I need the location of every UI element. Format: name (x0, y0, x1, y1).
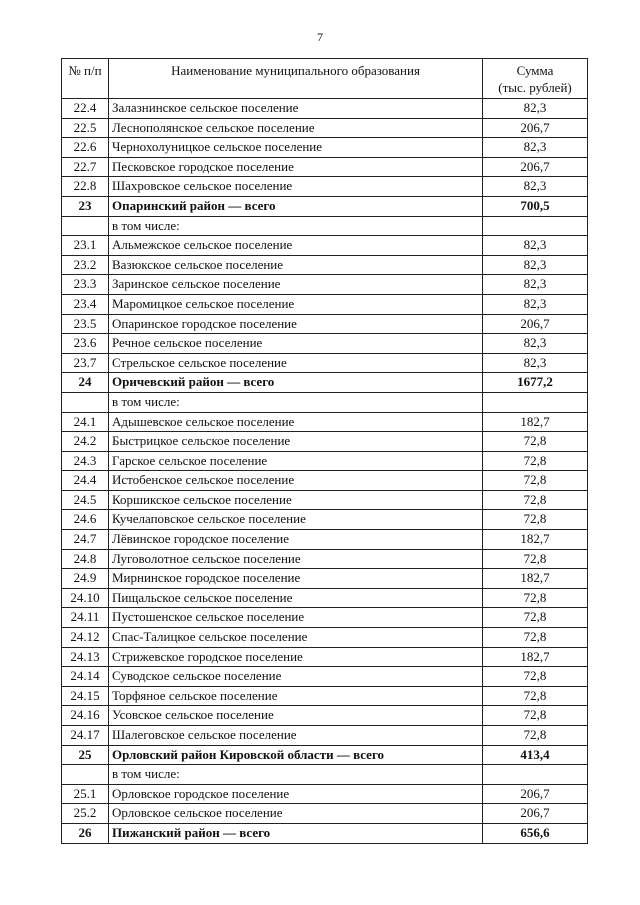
cell-sum: 72,8 (483, 510, 588, 530)
cell-name: Шалеговское сельское поселение (109, 726, 483, 746)
table-row (62, 255, 588, 275)
table-row (62, 804, 588, 824)
cell-num: 23.7 (62, 353, 109, 373)
cell-name: Гарское сельское поселение (109, 451, 483, 471)
cell-name: Мирнинское городское поселение (109, 569, 483, 589)
cell-num: 23.3 (62, 275, 109, 295)
cell-name: Стрижевское городское поселение (109, 647, 483, 667)
cell-name: Чернохолуницкое сельское поселение (109, 138, 483, 158)
cell-sum: 656,6 (483, 823, 588, 843)
cell-num: 22.7 (62, 157, 109, 177)
page-number: 7 (317, 30, 323, 44)
cell-num: 24.6 (62, 510, 109, 530)
table-row-total (62, 373, 588, 393)
table-row (62, 118, 588, 138)
table-row (62, 628, 588, 648)
cell-num: 24.5 (62, 490, 109, 510)
table-row (62, 353, 588, 373)
cell-name: Пустошенское сельское поселение (109, 608, 483, 628)
cell-name: Спас-Талицкое сельское поселение (109, 628, 483, 648)
table-row-total (62, 823, 588, 843)
cell-num: 26 (62, 823, 109, 843)
cell-sum (483, 216, 588, 236)
cell-sum: 82,3 (483, 177, 588, 197)
cell-num: 23.6 (62, 334, 109, 354)
cell-num: 24.7 (62, 530, 109, 550)
table-body (62, 99, 588, 844)
table-row (62, 667, 588, 687)
table-row (62, 490, 588, 510)
cell-name: Коршикское сельское поселение (109, 490, 483, 510)
cell-sum: 182,7 (483, 530, 588, 550)
header-sum-line2: (тыс. рублей) (498, 80, 572, 95)
table-row (62, 294, 588, 314)
cell-sum: 82,3 (483, 294, 588, 314)
cell-name: Кучелаповское сельское поселение (109, 510, 483, 530)
header-name: Наименование муниципального образования (109, 59, 483, 99)
cell-sum: 82,3 (483, 334, 588, 354)
cell-num: 24.9 (62, 569, 109, 589)
cell-name: Леснополянское сельское поселение (109, 118, 483, 138)
cell-num (62, 392, 109, 412)
cell-num: 24.13 (62, 647, 109, 667)
cell-name: Маромицкое сельское поселение (109, 294, 483, 314)
cell-name: Адышевское сельское поселение (109, 412, 483, 432)
cell-sum: 72,8 (483, 667, 588, 687)
table-row (62, 334, 588, 354)
cell-sum: 72,8 (483, 608, 588, 628)
table-row (62, 765, 588, 785)
cell-sum: 72,8 (483, 432, 588, 452)
table-row (62, 647, 588, 667)
cell-sum: 182,7 (483, 647, 588, 667)
table-row (62, 530, 588, 550)
table-row (62, 608, 588, 628)
table-row (62, 314, 588, 334)
cell-name: Пищальское сельское поселение (109, 588, 483, 608)
cell-num: 24.17 (62, 726, 109, 746)
cell-sum: 72,8 (483, 706, 588, 726)
cell-name: Песковское городское поселение (109, 157, 483, 177)
cell-num (62, 765, 109, 785)
table-row (62, 157, 588, 177)
cell-name: Усовское сельское поселение (109, 706, 483, 726)
cell-sum: 72,8 (483, 451, 588, 471)
table-row (62, 138, 588, 158)
cell-num: 22.5 (62, 118, 109, 138)
cell-name: Вазюкское сельское поселение (109, 255, 483, 275)
cell-name: Пижанский район — всего (109, 823, 483, 843)
table-row-total (62, 196, 588, 216)
header-num: № п/п (62, 59, 109, 99)
cell-num: 23 (62, 196, 109, 216)
cell-sum: 72,8 (483, 726, 588, 746)
table-header-row (62, 59, 588, 99)
cell-name: Опаринское городское поселение (109, 314, 483, 334)
cell-name: Заринское сельское поселение (109, 275, 483, 295)
cell-num: 22.6 (62, 138, 109, 158)
table-row (62, 471, 588, 491)
cell-name: Быстрицкое сельское поселение (109, 432, 483, 452)
cell-name: в том числе: (109, 765, 483, 785)
cell-sum (483, 392, 588, 412)
cell-num: 24.12 (62, 628, 109, 648)
cell-sum: 82,3 (483, 353, 588, 373)
cell-name: Залазнинское сельское поселение (109, 99, 483, 119)
cell-num: 24.10 (62, 588, 109, 608)
cell-name: Луговолотное сельское поселение (109, 549, 483, 569)
cell-sum: 182,7 (483, 569, 588, 589)
cell-sum: 72,8 (483, 490, 588, 510)
table-row (62, 784, 588, 804)
cell-name: Альмежское сельское поселение (109, 236, 483, 256)
cell-sum (483, 765, 588, 785)
cell-sum: 72,8 (483, 628, 588, 648)
cell-sum: 206,7 (483, 784, 588, 804)
header-sum-line1: Сумма (516, 63, 554, 78)
cell-sum: 82,3 (483, 275, 588, 295)
table-row (62, 275, 588, 295)
cell-sum: 206,7 (483, 157, 588, 177)
cell-sum: 182,7 (483, 412, 588, 432)
cell-sum: 206,7 (483, 314, 588, 334)
cell-sum: 206,7 (483, 118, 588, 138)
cell-sum: 700,5 (483, 196, 588, 216)
table-row (62, 588, 588, 608)
header-sum (483, 59, 588, 99)
cell-num: 25.1 (62, 784, 109, 804)
cell-name: Опаринский район — всего (109, 196, 483, 216)
cell-name: Стрельское сельское поселение (109, 353, 483, 373)
cell-num: 24.1 (62, 412, 109, 432)
cell-name: Орловское городское поселение (109, 784, 483, 804)
table-row (62, 549, 588, 569)
cell-sum: 72,8 (483, 588, 588, 608)
cell-num: 24.3 (62, 451, 109, 471)
cell-sum: 72,8 (483, 471, 588, 491)
table-row (62, 726, 588, 746)
cell-name: Орловский район Кировской области — всего (109, 745, 483, 765)
table-row (62, 569, 588, 589)
cell-sum: 82,3 (483, 138, 588, 158)
table-row (62, 216, 588, 236)
table-row (62, 392, 588, 412)
cell-name: Орловское сельское поселение (109, 804, 483, 824)
cell-sum: 1677,2 (483, 373, 588, 393)
cell-num: 24.14 (62, 667, 109, 687)
cell-num: 23.5 (62, 314, 109, 334)
cell-sum: 72,8 (483, 549, 588, 569)
cell-name: Истобенское сельское поселение (109, 471, 483, 491)
cell-num: 25 (62, 745, 109, 765)
cell-sum: 206,7 (483, 804, 588, 824)
cell-name: Оричевский район — всего (109, 373, 483, 393)
cell-num: 24.16 (62, 706, 109, 726)
table-row (62, 177, 588, 197)
cell-sum: 82,3 (483, 99, 588, 119)
cell-name: Речное сельское поселение (109, 334, 483, 354)
allocation-table (61, 58, 588, 844)
table-row (62, 99, 588, 119)
cell-num: 22.4 (62, 99, 109, 119)
cell-sum: 82,3 (483, 236, 588, 256)
cell-sum: 82,3 (483, 255, 588, 275)
table-row (62, 236, 588, 256)
cell-name: Суводское сельское поселение (109, 667, 483, 687)
table-row-total (62, 745, 588, 765)
cell-name: в том числе: (109, 216, 483, 236)
cell-num: 23.4 (62, 294, 109, 314)
cell-num: 24.2 (62, 432, 109, 452)
cell-num: 24.15 (62, 686, 109, 706)
cell-num: 24.4 (62, 471, 109, 491)
cell-num: 23.1 (62, 236, 109, 256)
table-row (62, 706, 588, 726)
cell-name: Шахровское сельское поселение (109, 177, 483, 197)
cell-name: в том числе: (109, 392, 483, 412)
cell-sum: 413,4 (483, 745, 588, 765)
table-row (62, 451, 588, 471)
cell-num: 24.11 (62, 608, 109, 628)
table-row (62, 412, 588, 432)
cell-sum: 72,8 (483, 686, 588, 706)
cell-name: Лёвинское городское поселение (109, 530, 483, 550)
table-row (62, 686, 588, 706)
cell-num: 25.2 (62, 804, 109, 824)
cell-num: 24 (62, 373, 109, 393)
cell-num: 22.8 (62, 177, 109, 197)
cell-num (62, 216, 109, 236)
cell-name: Торфяное сельское поселение (109, 686, 483, 706)
cell-num: 24.8 (62, 549, 109, 569)
cell-num: 23.2 (62, 255, 109, 275)
table-row (62, 432, 588, 452)
table-row (62, 510, 588, 530)
